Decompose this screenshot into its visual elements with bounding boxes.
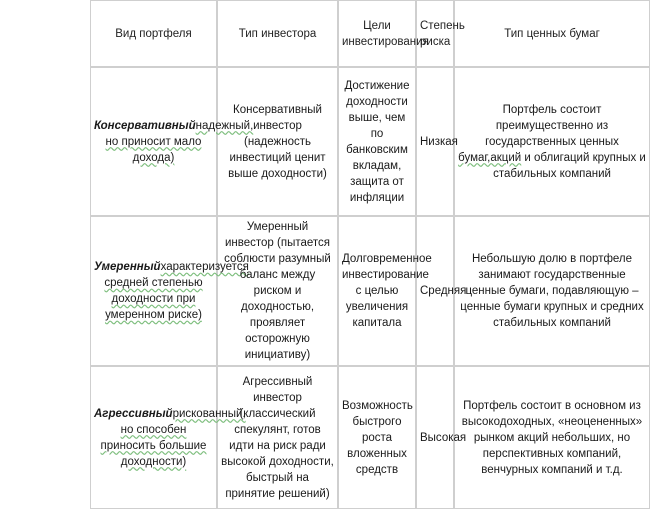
portfolio-name: Агрессивный (94, 407, 173, 420)
header-risk: Степень риска (416, 0, 454, 67)
portfolio-name: Консервативный (94, 119, 196, 132)
securities-cell (454, 216, 650, 366)
portfolio-name: Умеренный (94, 261, 161, 273)
header-portfolio-type: Вид портфеля (90, 0, 217, 67)
securities-text: Портфель состоит преимущественно из государственных ценных (485, 103, 619, 148)
investor-type-cell: Консервативный инвестор (надежность инвестиций ценит выше доходности) (217, 67, 338, 216)
header-goals: Цели инвестирования (338, 0, 416, 67)
table-row (90, 366, 650, 509)
securities-text-marked: бумаг,акций (458, 151, 522, 164)
risk-cell: Средняя (416, 216, 454, 366)
risk-cell: Высокая (416, 366, 454, 509)
header-investor-type: Тип инвестора (217, 0, 338, 67)
goals-cell: Возможность быстрого роста вложенных средств (338, 366, 416, 509)
header-securities: Тип ценных бумаг (454, 0, 650, 67)
table-row (90, 216, 650, 366)
table-row (90, 67, 650, 216)
securities-cell (454, 366, 650, 509)
securities-text: Небольшую долю в портфеле занимают государственные ценные бумаги, подавляющую – ценные бумаги крупных и средних стабильных компаний (460, 253, 644, 329)
portfolio-type-cell (90, 216, 249, 366)
securities-cell (454, 67, 650, 216)
goals-cell: Достижение доходности выше, чем по банковским вкладам, защита от инфляции (338, 67, 416, 216)
table-header-row (90, 0, 650, 67)
securities-text-rest: и облигаций крупных и стабильных компаний (493, 151, 646, 180)
risk-cell: Низкая (416, 67, 454, 216)
securities-text: Портфель состоит в основном из высокодоходных, «неоцененных» рынком акций небольших, но перспективных компаний, венчурных компаний и т.д. (461, 399, 643, 476)
portfolio-description: надежный, но приносит мало дохода) (105, 119, 254, 164)
investor-type-cell: Умеренный инвестор (пытается соблюсти разумный баланс между риском и доходностью, проявляет осторожную инициативу) (217, 216, 338, 366)
portfolio-type-cell (90, 67, 254, 216)
goals-cell: Долговременное инвестирование с целью увеличения капитала (338, 216, 416, 366)
portfolio-description: рискованный, но способен приносить большие доходности) (100, 407, 246, 468)
portfolio-description: характеризуется средней степенью доходности при умеренном риске) (104, 261, 249, 321)
portfolio-types-table (90, 0, 650, 509)
investor-type-cell: Агрессивный инвестор (классический спекулянт, готов идти на риск ради высокой доходности, быстрый на принятие решений) (217, 366, 338, 509)
portfolio-type-cell (90, 366, 246, 509)
